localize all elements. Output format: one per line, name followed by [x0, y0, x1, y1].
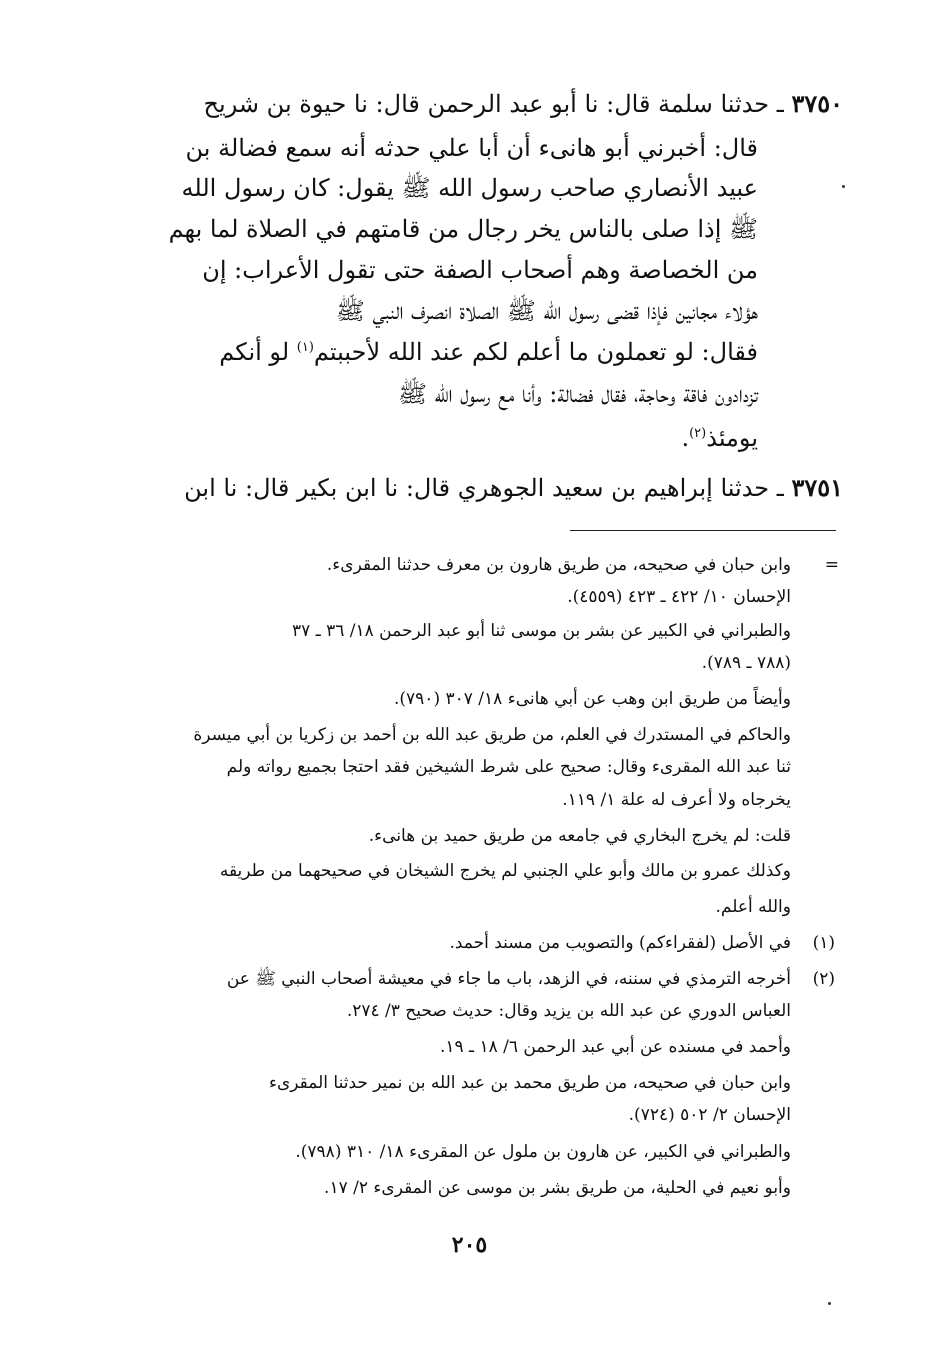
end-dot: . [681, 424, 690, 452]
hadith-text: فقال: لو تعملون ما أعلم لكم عند الله لأحببتم [313, 338, 758, 366]
footnote-line-2: الإحسان ١٠/ ٤٢٢ ـ ٤٢٣ (٤٥٥٩). [567, 587, 791, 607]
footnote-ref-2: (٢) [689, 426, 707, 441]
footnote-line-3: والطبراني في الكبير عن بشر بن موسى ثنا أبو عبد الرحمن ١٨/ ٣٦ ـ ٣٧ [292, 621, 791, 641]
hadith-3750-line-7 [219, 334, 758, 370]
hadith-3750-line-3: عبيد الأنصاري صاحب رسول الله ﷺ يقول: كان رسول الله [181, 174, 758, 202]
footnote-line-5: وأيضاً من طريق ابن وهب عن أبي هانىء ١٨/ ٣٠٧ (٧٩٠). [393, 689, 791, 709]
footnote-continuation-mark: = [824, 555, 839, 575]
footnote-2-line-7: وأبو نعيم في الحلية، من طريق بشر بن موسى عن المقرىء ٢/ ١٧. [324, 1178, 791, 1198]
hadith-text: ـ حدثنا سلمة قال: نا أبو عبد الرحمن قال: نا حيوة بن شريح [203, 90, 784, 118]
hadith-number: ٣٧٥١ [791, 473, 843, 502]
page-number: ٢٠٥ [451, 1232, 488, 1258]
hadith-3750-line-1 [204, 86, 843, 122]
footnote-2-line-4: وابن حبان في صحيحه، من طريق محمد بن عبد الله بن نمير حدثنا المقرىء [268, 1073, 791, 1093]
footnote-ref-1: (١) [296, 340, 314, 355]
footnote-2-line-6: والطبراني في الكبير، عن هارون بن ملول عن المقرىء ١٨/ ٣١٠ (٧٩٨). [295, 1142, 791, 1162]
footnote-line-6: والحاكم في المستدرك في العلم، من طريق عبد الله بن أحمد بن زكريا بن أبي ميسرة [193, 725, 791, 745]
footnote-line-7: ثنا عبد الله المقرىء وقال: صحيح على شرط الشيخين فقد احتجا بجميع رواته ولم [226, 757, 791, 777]
hadith-3750-line-2: قال: أخبرني أبو هانىء أن أبا علي حدثه أنه سمع فضالة بن [185, 134, 758, 162]
hadith-text: يومئذ [706, 424, 758, 452]
hadith-3750-line-8: تزدادون فاقة وحاجة، فقال فضالة: وأنا مع رسول الله ﷺ [397, 380, 758, 408]
footnote-line-1: وابن حبان في صحيحه، من طريق هارون بن معرف حدثنا المقرىء. [326, 555, 791, 575]
footnote-2-line-2: العباس الدوري عن عبد الله بن يزيد وقال: حديث صحيح ٣/ ٢٧٤. [346, 1001, 791, 1021]
hadith-3750-line-6: هؤلاء مجانين فإذا قضى رسول الله ﷺ الصلاة انصرف النبي ﷺ [335, 297, 758, 325]
footnote-1-marker: (١) [812, 933, 835, 953]
footnote-line-8: يخرجاه ولا أعرف له علة ١/ ١١٩. [562, 790, 791, 810]
footnote-2-marker: (٢) [812, 969, 835, 989]
hadith-3750-line-9 [681, 420, 758, 456]
footnote-2-line-1: أخرجه الترمذي في سننه، في الزهد، باب ما جاء في معيشة أصحاب النبي ﷺ عن [226, 969, 791, 989]
scan-speck [828, 1302, 831, 1305]
footnote-line-4: (٧٨٨ ـ ٧٨٩). [701, 653, 791, 673]
hadith-text-tail: لو أنكم [219, 338, 297, 366]
hadith-text: ـ حدثنا إبراهيم بن سعيد الجوهري قال: نا ابن بكير قال: نا ابن [184, 474, 784, 502]
footnote-1-text: في الأصل (لفقراءكم) والتصويب من مسند أحمد. [449, 933, 791, 953]
footnote-2-line-3: وأحمد في مسنده عن أبي عبد الرحمن ٦/ ١٨ ـ ١٩. [439, 1037, 791, 1057]
hadith-3750-line-4: ﷺ إذا صلى بالناس يخر رجال من قامتهم في الصلاة لما بهم [168, 215, 758, 243]
footnote-separator [570, 530, 836, 531]
hadith-number: ٣٧٥٠ [791, 89, 843, 118]
footnote-line-9: قلت: لم يخرج البخاري في جامعه من طريق حميد بن هانىء. [368, 826, 791, 846]
scan-speck [842, 185, 845, 188]
footnote-2-line-5: الإحسان ٢/ ٥٠٢ (٧٢٤). [628, 1105, 791, 1125]
footnote-line-11: والله أعلم. [715, 897, 791, 917]
footnote-line-10: وكذلك عمرو بن مالك وأبو علي الجنبي لم يخرج الشيخان في صحيحهما من طريقه [219, 861, 791, 881]
hadith-3750-line-5: من الخصاصة وهم أصحاب الصفة حتى تقول الأعراب: إن [202, 256, 758, 284]
hadith-3751-line-1 [184, 470, 843, 506]
